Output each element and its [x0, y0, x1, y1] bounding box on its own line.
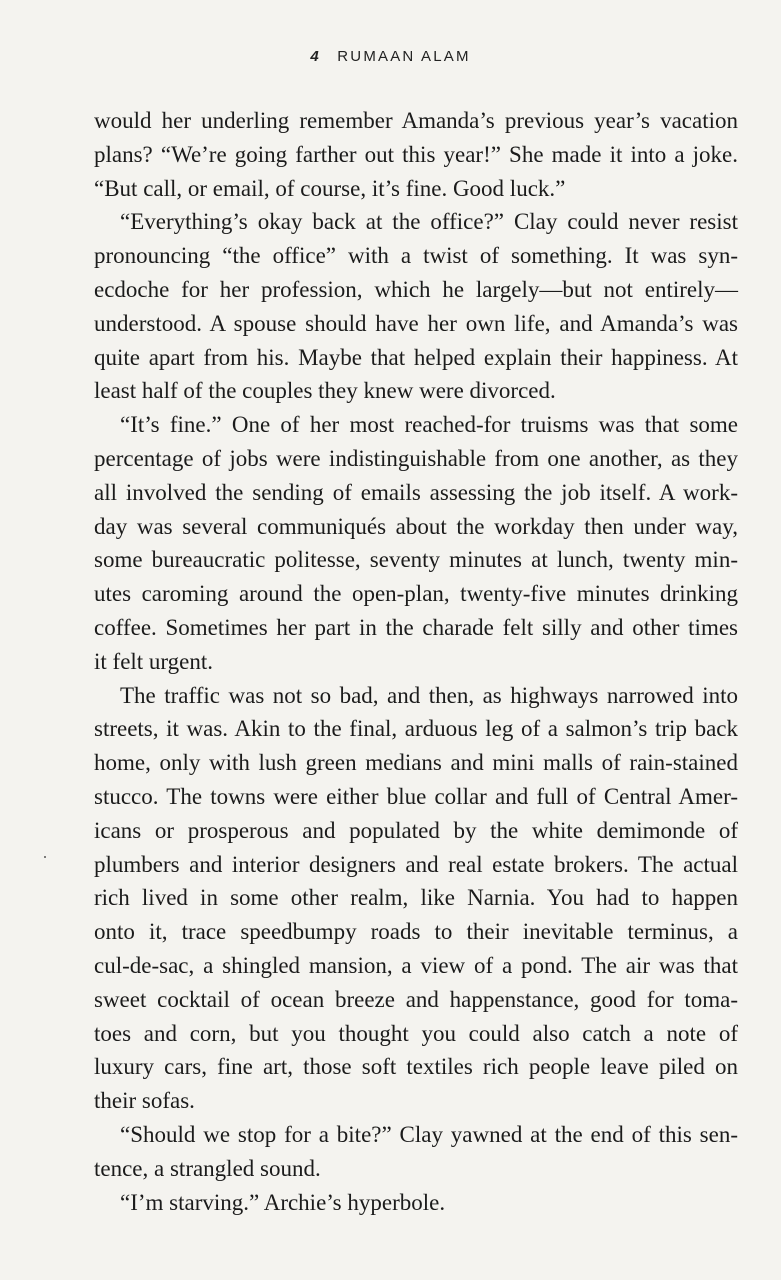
text-line: stucco. The towns were either blue collar and full of Central Amer-	[94, 783, 738, 809]
text-line: luxury cars, fine art, those soft textiles rich people leave piled on	[94, 1054, 738, 1080]
text-line: it felt urgent.	[94, 648, 214, 674]
text-line: icans or prosperous and populated by the white demimonde of	[94, 817, 738, 843]
text-line: plans? “We’re going farther out this year!” She made it into a joke.	[94, 141, 738, 167]
text-line: their sofas.	[94, 1088, 195, 1114]
text-line: plumbers and interior designers and real estate brokers. The actual	[94, 851, 738, 877]
text-line: all involved the sending of emails assessing the job itself. A work-	[94, 479, 738, 505]
text-line: percentage of jobs were indistinguishable from one another, as they	[94, 445, 738, 471]
running-head	[0, 48, 781, 65]
text-line: some bureaucratic politesse, seventy minutes at lunch, twenty min-	[94, 547, 738, 573]
text-line: cul-de-sac, a shingled mansion, a view of a pond. The air was that	[94, 952, 738, 978]
text-line: “Should we stop for a bite?” Clay yawned at the end of this sen-	[120, 1121, 738, 1147]
text-line: coffee. Sometimes her part in the charade felt silly and other times	[94, 614, 738, 640]
text-line: day was several communiqués about the workday then under way,	[94, 513, 738, 539]
text-line: understood. A spouse should have her own life, and Amanda’s was	[94, 310, 738, 336]
text-line: The traffic was not so bad, and then, as highways narrowed into	[120, 682, 738, 708]
text-line: streets, it was. Akin to the final, arduous leg of a salmon’s trip back	[94, 716, 738, 742]
text-line: “I’m starving.” Archie’s hyperbole.	[120, 1189, 446, 1215]
text-line: “It’s fine.” One of her most reached-for truisms was that some	[120, 412, 738, 438]
text-line: ecdoche for her profession, which he largely—but not entirely—	[94, 276, 738, 302]
text-line: “But call, or email, of course, it’s fine. Good luck.”	[94, 175, 566, 201]
text-line: “Everything’s okay back at the office?” Clay could never resist	[120, 209, 738, 235]
text-line: rich lived in some other realm, like Narnia. You had to happen	[94, 885, 738, 911]
body-text	[94, 104, 738, 1219]
text-line: pronouncing “the office” with a twist of something. It was syn-	[94, 243, 738, 269]
text-line: quite apart from his. Maybe that helped explain their happiness. At	[94, 344, 738, 370]
text-line: utes caroming around the open-plan, twenty-five minutes drinking	[94, 581, 738, 607]
text-line: least half of the couples they knew were divorced.	[94, 378, 556, 404]
running-head-author: RUMAAN ALAM	[337, 48, 471, 65]
text-line: tence, a strangled sound.	[94, 1155, 321, 1181]
paper-speck	[44, 856, 46, 858]
text-line: home, only with lush green medians and mini malls of rain-stained	[94, 750, 738, 776]
text-line: would her underling remember Amanda’s previous year’s vacation	[94, 108, 738, 133]
page-number: 4	[310, 48, 321, 65]
text-line: onto it, trace speedbumpy roads to their inevitable terminus, a	[94, 919, 738, 945]
text-line: sweet cocktail of ocean breeze and happenstance, good for toma-	[94, 986, 738, 1012]
text-line: toes and corn, but you thought you could also catch a note of	[94, 1020, 738, 1046]
